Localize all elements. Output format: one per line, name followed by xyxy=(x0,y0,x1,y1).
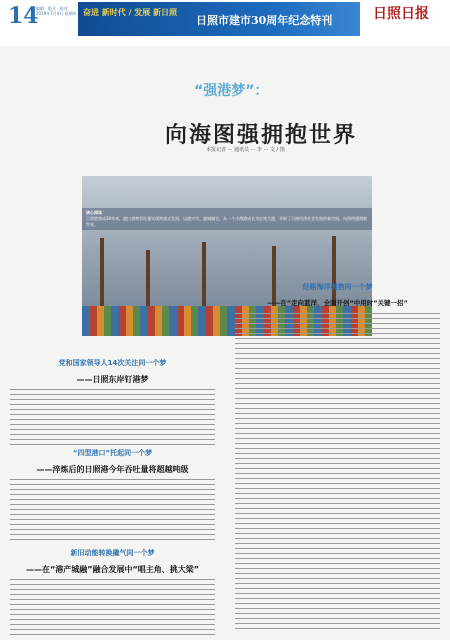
page-number: 14 xyxy=(8,3,39,29)
section-1 xyxy=(0,358,225,447)
section-kicker: 新旧动能转换撬气同一个梦 xyxy=(70,549,155,557)
photo-caption xyxy=(82,208,372,230)
caption-text: 日照港建成30年来，港口货物吞吐量实现跨越式发展，以港兴市、港城融合，从一个小渔港成长为亿吨大港，开辟了日照经济社会发展的新空间，向海图强拥抱世界。 xyxy=(86,216,368,227)
article-body xyxy=(10,579,215,639)
banner-title: 日照市建市30周年纪念特刊 xyxy=(196,14,333,27)
section-4 xyxy=(225,282,450,633)
page-header xyxy=(0,0,450,46)
headline-title: 向海图强拥抱世界 xyxy=(165,122,358,148)
article-body xyxy=(235,313,440,633)
section-subhead: ——淬炼后的日照港今年吞吐量将超越吨级 xyxy=(36,465,189,474)
headline-kicker: “强港梦”： xyxy=(194,83,269,99)
section-subhead: ——在“港产城融”融合发展中“唱主角、挑大梁” xyxy=(25,565,200,574)
article-body xyxy=(10,479,215,541)
section-kicker: 党和国家领导人14次关注同一个梦 xyxy=(58,359,167,367)
section-3 xyxy=(0,548,225,639)
section-subhead: ——日照东岸钉港梦 xyxy=(76,375,149,384)
section-subhead: ——在“走向蓝洋，全面开创“中用时”关键一招” xyxy=(267,299,408,307)
page-meta: 编辑 · 版式 · 校对 2019年7月4日 星期四 xyxy=(36,6,77,16)
crane-shape xyxy=(146,250,150,308)
section-kicker: 经略海洋拥抱同一个梦 xyxy=(302,283,373,291)
crane-shape xyxy=(100,238,104,308)
special-issue-banner xyxy=(78,2,360,36)
newspaper-logo: 日照日报 xyxy=(373,6,429,22)
caption-title: 核心阅读 xyxy=(86,210,102,215)
crane-shape xyxy=(202,242,206,308)
section-kicker: “四型港口”托起同一个梦 xyxy=(72,449,153,457)
section-2 xyxy=(0,448,225,541)
article-body xyxy=(10,389,215,447)
banner-slogan: 奋进 新时代 / 发展 新日照 xyxy=(83,8,178,17)
byline: 本报记者 ··· 通讯员 ··· 李 ··· 文 / 图 xyxy=(206,147,285,153)
